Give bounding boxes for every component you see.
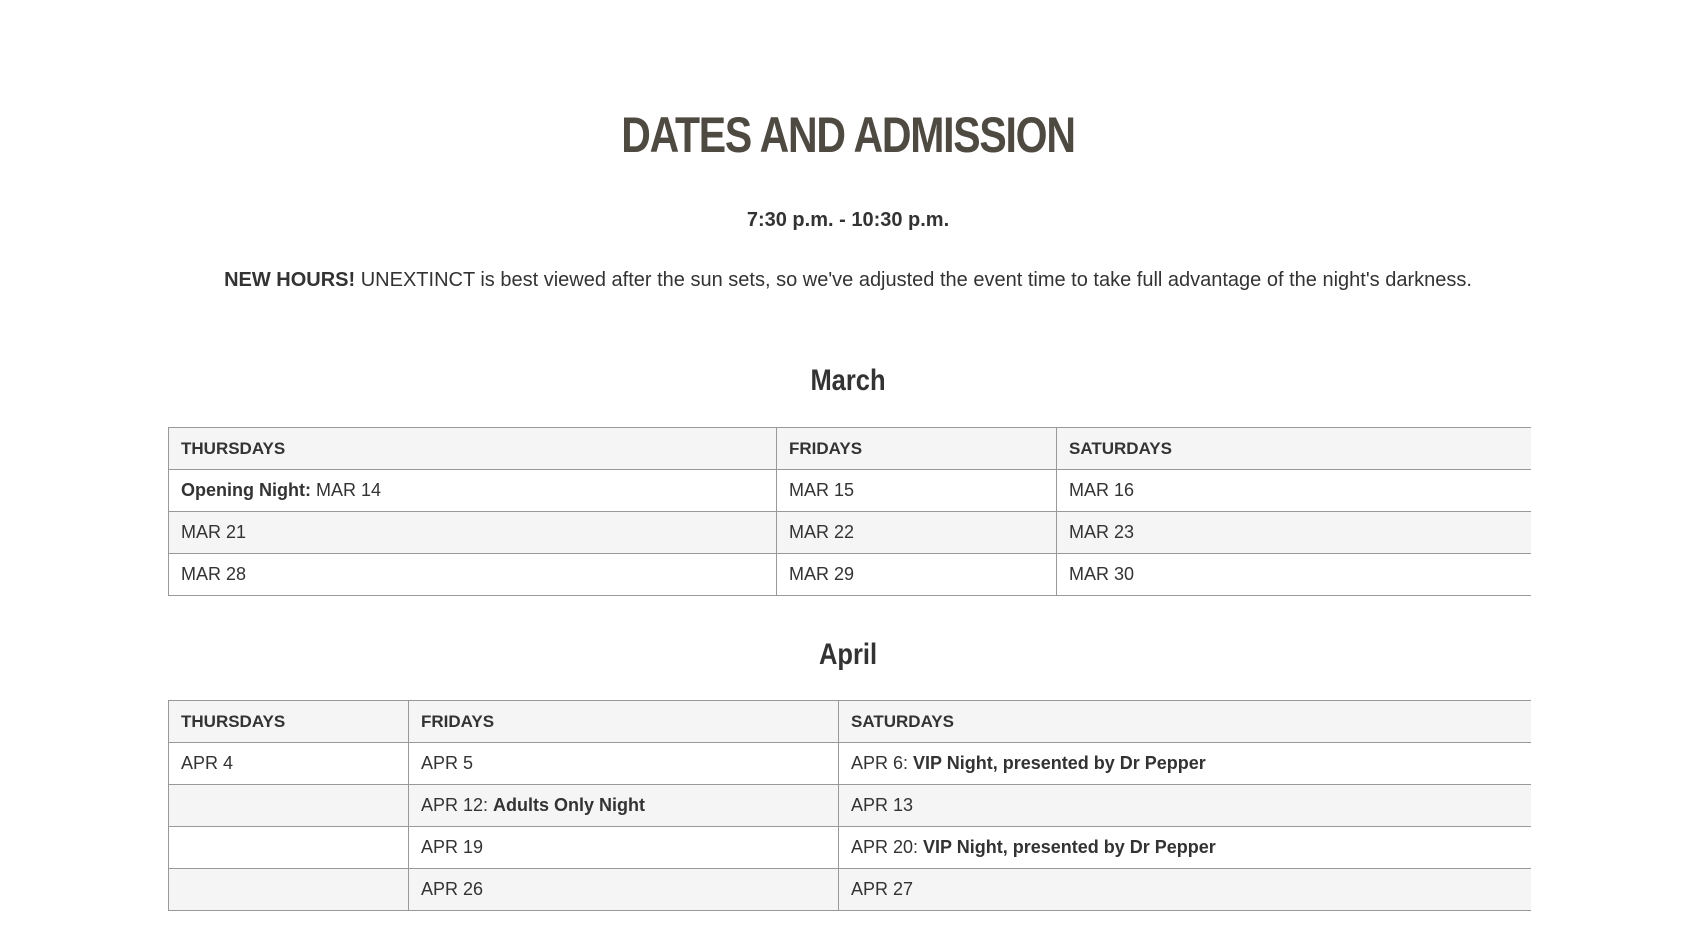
- table-cell: MAR 23: [1057, 512, 1531, 554]
- table-cell: [169, 827, 409, 869]
- event-hours: 7:30 p.m. - 10:30 p.m.: [746, 209, 950, 231]
- table-cell: [169, 869, 409, 911]
- column-header-fridays: FRIDAYS: [777, 428, 1057, 470]
- table-cell: MAR 21: [169, 512, 777, 554]
- new-hours-note: [0, 268, 1696, 292]
- column-header-thursdays: THURSDAYS: [169, 428, 777, 470]
- table-cell: APR 20: VIP Night, presented by Dr Pepper: [839, 827, 1531, 869]
- table-row: [169, 827, 1531, 869]
- new-hours-label: NEW HOURS!: [224, 269, 356, 291]
- table-cell: Opening Night: MAR 14: [169, 470, 777, 512]
- april-schedule-table: [168, 700, 1531, 911]
- column-header-thursdays: THURSDAYS: [169, 701, 409, 743]
- table-row: [169, 869, 1531, 911]
- table-cell: APR 27: [839, 869, 1531, 911]
- march-schedule-table: [168, 427, 1531, 596]
- table-cell: MAR 16: [1057, 470, 1531, 512]
- table-row: [169, 470, 1531, 512]
- new-hours-text: UNEXTINCT is best viewed after the sun sets, so we've adjusted the event time to take full advantage of the night's darkness.: [355, 269, 1472, 291]
- table-cell: MAR 30: [1057, 554, 1531, 596]
- table-cell: MAR 22: [777, 512, 1057, 554]
- table-cell: APR 5: [409, 743, 839, 785]
- table-row: [169, 512, 1531, 554]
- table-cell: [169, 785, 409, 827]
- column-header-fridays: FRIDAYS: [409, 701, 839, 743]
- table-cell: APR 6: VIP Night, presented by Dr Pepper: [839, 743, 1531, 785]
- column-header-saturdays: SATURDAYS: [839, 701, 1531, 743]
- table-header-row: [169, 428, 1531, 470]
- table-cell: MAR 29: [777, 554, 1057, 596]
- table-cell: APR 4: [169, 743, 409, 785]
- table-row: [169, 785, 1531, 827]
- table-row: [169, 554, 1531, 596]
- table-cell: MAR 15: [777, 470, 1057, 512]
- april-heading: April: [818, 638, 878, 671]
- table-cell: APR 19: [409, 827, 839, 869]
- march-heading: March: [810, 364, 886, 397]
- table-header-row: [169, 701, 1531, 743]
- table-row: [169, 743, 1531, 785]
- table-cell: APR 13: [839, 785, 1531, 827]
- table-cell: APR 12: Adults Only Night: [409, 785, 839, 827]
- column-header-saturdays: SATURDAYS: [1057, 428, 1531, 470]
- page-title: DATES AND ADMISSION: [621, 107, 1075, 163]
- table-cell: APR 26: [409, 869, 839, 911]
- table-cell: MAR 28: [169, 554, 777, 596]
